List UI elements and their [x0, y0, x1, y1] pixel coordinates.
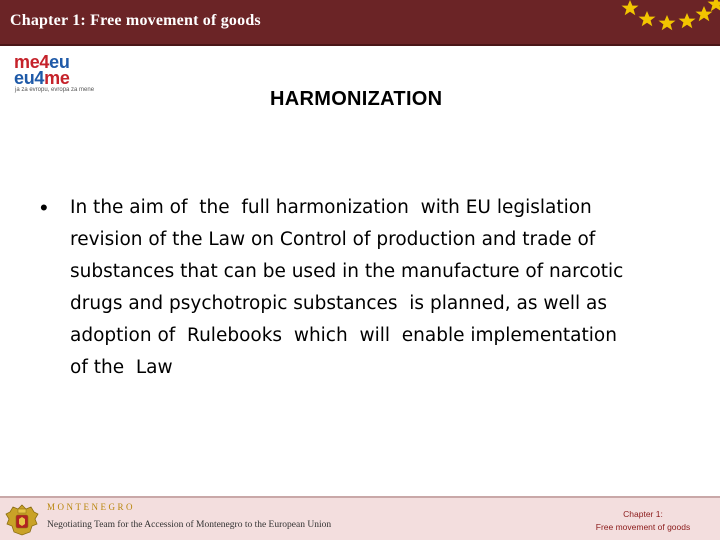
bullet-icon: • — [40, 195, 48, 220]
star-icon — [639, 11, 656, 26]
country-label: MONTENEGRO — [47, 502, 135, 512]
bullet-item — [40, 192, 680, 384]
footer-divider — [0, 496, 720, 498]
star-icon — [659, 15, 676, 30]
montenegro-coat-of-arms-icon — [4, 502, 40, 538]
logo-line-2: eu4me — [14, 68, 70, 88]
negotiating-team-label: Negotiating Team for the Accession of Montenegro to the European Union — [47, 520, 332, 530]
star-icon — [696, 6, 713, 21]
star-icon — [622, 0, 639, 15]
footer-chapter-line-2: Free movement of goods — [595, 522, 691, 532]
star-icon — [679, 13, 696, 28]
footer-chapter-line-1: Chapter 1: — [623, 509, 663, 519]
footer-chapter-label — [578, 508, 708, 534]
chapter-title: Chapter 1: Free movement of goods — [10, 12, 261, 29]
logo-tagline: ja za evropu, evropa za mene — [15, 87, 95, 93]
slide-title: HARMONIZATION — [270, 88, 443, 110]
star-icon — [708, 0, 720, 11]
eu-stars-icon — [610, 0, 720, 44]
bullet-text: In the aim of the full harmonization with EU legislation revision of the Law on Control of production and trade of substances that can be used in the manufacture of narcotic drugs and psychotropic substances is planned, as well as adoption of Rulebooks which will enable implementation of the Law — [70, 197, 624, 378]
me4eu-logo — [14, 53, 114, 99]
header-bar — [0, 0, 720, 46]
logo-line-1: me4eu — [14, 52, 70, 72]
